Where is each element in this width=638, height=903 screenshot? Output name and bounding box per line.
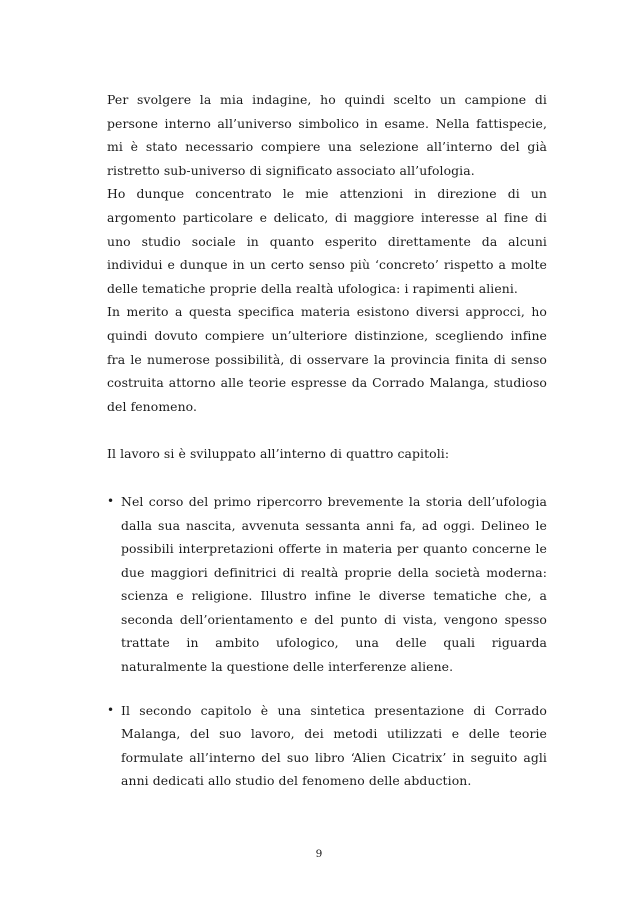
list-item-chapter-one [107,490,547,679]
list-item-text: Il secondo capitolo è una sintetica presentazione di Corrado Malanga, del suo lavoro, dei metodi utilizzati e delle teorie formulate all’interno del suo libro ‘Alien Cicatrix’ in seguito agli anni dedicati allo studio del fenomeno delle abduction. [121,702,547,789]
chapters-intro: Il lavoro si è sviluppato all’interno di quattro capitoli: [107,446,450,462]
spacer [107,679,547,699]
paragraph-alien-abductions: Ho dunque concentrato le mie attenzioni in direzione di un argomento particolare e delicato, di maggiore interesse al fine di uno studio sociale in quanto esperito direttamente da alcuni individui e dunque in un certo senso più ‘concreto’ rispetto a molte delle tematiche proprie della realtà ufologica: i rapimenti alieni. [107,186,547,296]
chapter-list [107,490,547,793]
list-item-chapter-two [107,699,547,793]
page-number: 9 [315,848,323,860]
bullet-icon: • [107,702,115,717]
page-body [107,88,547,793]
spacer [107,466,547,490]
paragraph-malanga-approach: In merito a questa specifica materia esistono diversi approcci, ho quindi dovuto compiere un’ulteriore distinzione, scegliendo infine fra le numerose possibilità, di osservare la provincia finita di senso costruita attorno alle teorie espresse da Corrado Malanga, studioso del fenomeno. [107,304,547,414]
bullet-icon: • [107,493,115,508]
paragraph-sample-selection: Per svolgere la mia indagine, ho quindi scelto un campione di persone interno all’universo simbolico in esame. Nella fattispecie, mi è stato necessario compiere una selezione all’interno del già ristretto sub-universo di significato associato all’ufologia. [107,92,547,178]
list-item-text: Nel corso del primo ripercorro brevemente la storia dell’ufologia dalla sua nascita, avvenuta sessanta anni fa, ad oggi. Delineo le possibili interpretazioni offerte in materia per quanto concerne le due maggiori definitrici di realtà proprie della società moderna: scienza e religione. Illustro infine le diverse tematiche che, a seconda dell’orientamento e del punto di vista, vengono spesso trattate in ambito ufologico, una delle quali riguarda naturalmente la questione delle interferenze aliene. [121,493,547,675]
spacer [107,418,547,442]
